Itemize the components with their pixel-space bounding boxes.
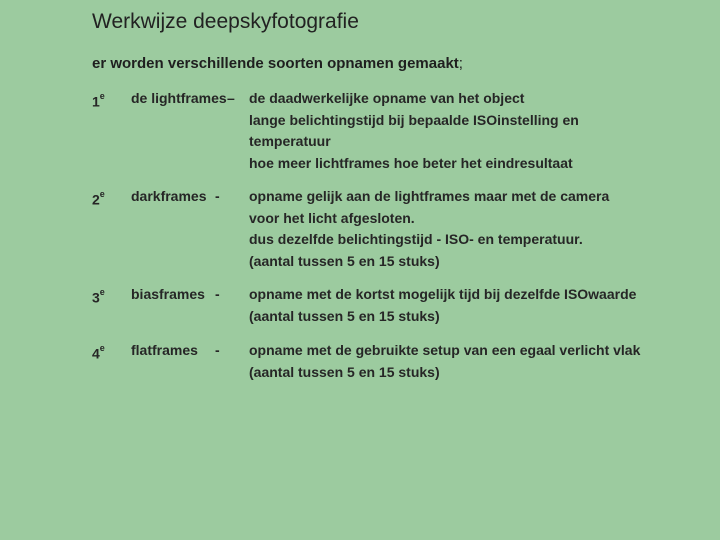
item-name: biasframes bbox=[131, 286, 205, 302]
intro-line bbox=[92, 55, 463, 72]
description-line: hoe meer lichtframes hoe beter het eindresultaat bbox=[249, 154, 573, 171]
description-line: temperatuur bbox=[249, 133, 331, 149]
item-number: 4e bbox=[92, 343, 105, 362]
ordinal-suffix: e bbox=[99, 287, 105, 297]
page-title: Werkwijze deepskyfotografie bbox=[92, 10, 359, 33]
ordinal-suffix: e bbox=[99, 343, 105, 353]
description-line: dus dezelfde belichtingstijd - ISO- en temperatuur. bbox=[249, 231, 583, 247]
description-line: (aantal tussen 5 en 15 stuks) bbox=[249, 252, 440, 269]
ordinal-suffix: e bbox=[99, 189, 105, 199]
item-number: 3e bbox=[92, 287, 105, 306]
intro-text: er worden verschillende soorten opnamen gemaakt bbox=[92, 55, 459, 72]
description-line: de daadwerkelijke opname van het object bbox=[249, 90, 525, 106]
item-description bbox=[249, 284, 636, 327]
item-dash: - bbox=[215, 286, 220, 302]
item-name: de lightframes bbox=[131, 90, 227, 106]
description-line: lange belichtingstijd bij bepaalde ISOinstelling en bbox=[249, 111, 579, 128]
description-line: (aantal tussen 5 en 15 stuks) bbox=[249, 363, 440, 380]
item-description bbox=[249, 186, 609, 272]
intro-punctuation: ; bbox=[458, 55, 463, 72]
item-dash: - bbox=[215, 342, 220, 358]
description-line: opname gelijk aan de lightframes maar met de camera bbox=[249, 188, 610, 204]
item-name: darkframes bbox=[131, 188, 207, 204]
description-line: (aantal tussen 5 en 15 stuks) bbox=[249, 307, 440, 324]
item-number: 2e bbox=[92, 189, 105, 208]
ordinal-suffix: e bbox=[99, 91, 105, 101]
description-line: voor het licht afgesloten. bbox=[249, 209, 415, 226]
description-line: opname met de gebruikte setup van een egaal verlicht vlak bbox=[249, 342, 641, 358]
item-description bbox=[249, 340, 640, 383]
item-description bbox=[249, 88, 579, 174]
item-number: 1e bbox=[92, 91, 105, 110]
item-name: flatframes bbox=[131, 342, 198, 358]
item-dash: - bbox=[215, 188, 220, 204]
description-line: opname met de kortst mogelijk tijd bij dezelfde ISOwaarde bbox=[249, 286, 637, 302]
item-dash: – bbox=[227, 90, 235, 106]
